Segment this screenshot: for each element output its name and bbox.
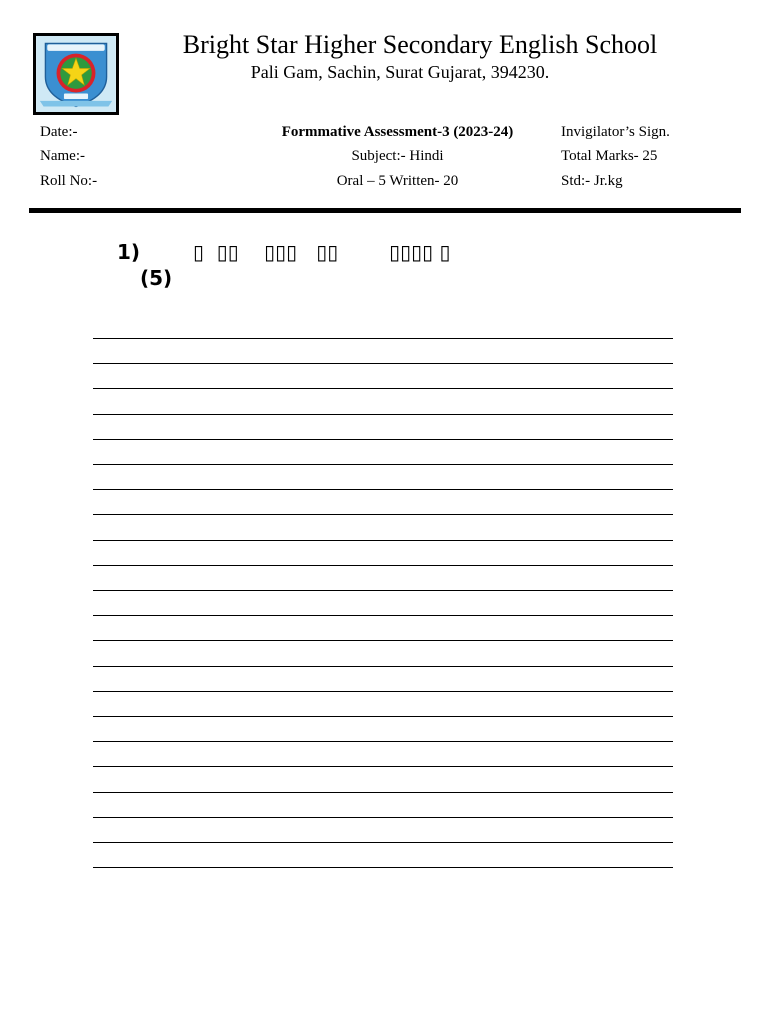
question-marks: (5) bbox=[140, 266, 173, 290]
school-emblem-icon bbox=[36, 36, 116, 112]
name-label: Name:- bbox=[40, 148, 85, 164]
answer-line bbox=[93, 842, 673, 843]
answer-line bbox=[93, 414, 673, 415]
standard-label: Std:- Jr.kg bbox=[561, 173, 623, 189]
school-name: Bright Star Higher Secondary English School bbox=[182, 30, 658, 59]
answer-line bbox=[93, 615, 673, 616]
answer-line bbox=[93, 388, 673, 389]
answer-line bbox=[93, 817, 673, 818]
answer-line bbox=[93, 792, 673, 793]
question-number: 1) bbox=[117, 240, 141, 264]
invigilator-sign-label: Invigilator’s Sign. bbox=[561, 124, 670, 140]
answer-line bbox=[93, 867, 673, 868]
school-logo bbox=[33, 33, 119, 115]
answer-line bbox=[93, 489, 673, 490]
answer-line bbox=[93, 590, 673, 591]
total-marks: Total Marks- 25 bbox=[561, 148, 658, 164]
answer-line bbox=[93, 514, 673, 515]
question-text: ▯ ▯▯ ▯▯▯ ▯▯ ▯▯▯▯ ▯ bbox=[193, 240, 451, 264]
answer-line bbox=[93, 464, 673, 465]
answer-line bbox=[93, 540, 673, 541]
answer-line bbox=[93, 439, 673, 440]
answer-line bbox=[93, 640, 673, 641]
subject-label: Subject:- Hindi bbox=[351, 148, 444, 164]
answer-line bbox=[93, 565, 673, 566]
answer-line bbox=[93, 363, 673, 364]
assessment-title: Formmative Assessment-3 (2023-24) bbox=[281, 124, 514, 140]
answer-line bbox=[93, 666, 673, 667]
answer-line bbox=[93, 338, 673, 339]
header-divider bbox=[29, 208, 741, 213]
roll-no-label: Roll No:- bbox=[40, 173, 98, 189]
answer-line bbox=[93, 691, 673, 692]
marks-split: Oral – 5 Written- 20 bbox=[336, 173, 459, 189]
answer-line bbox=[93, 741, 673, 742]
school-address: Pali Gam, Sachin, Surat Gujarat, 394230. bbox=[250, 62, 550, 82]
answer-line bbox=[93, 766, 673, 767]
date-label: Date:- bbox=[40, 124, 78, 140]
answer-line bbox=[93, 716, 673, 717]
